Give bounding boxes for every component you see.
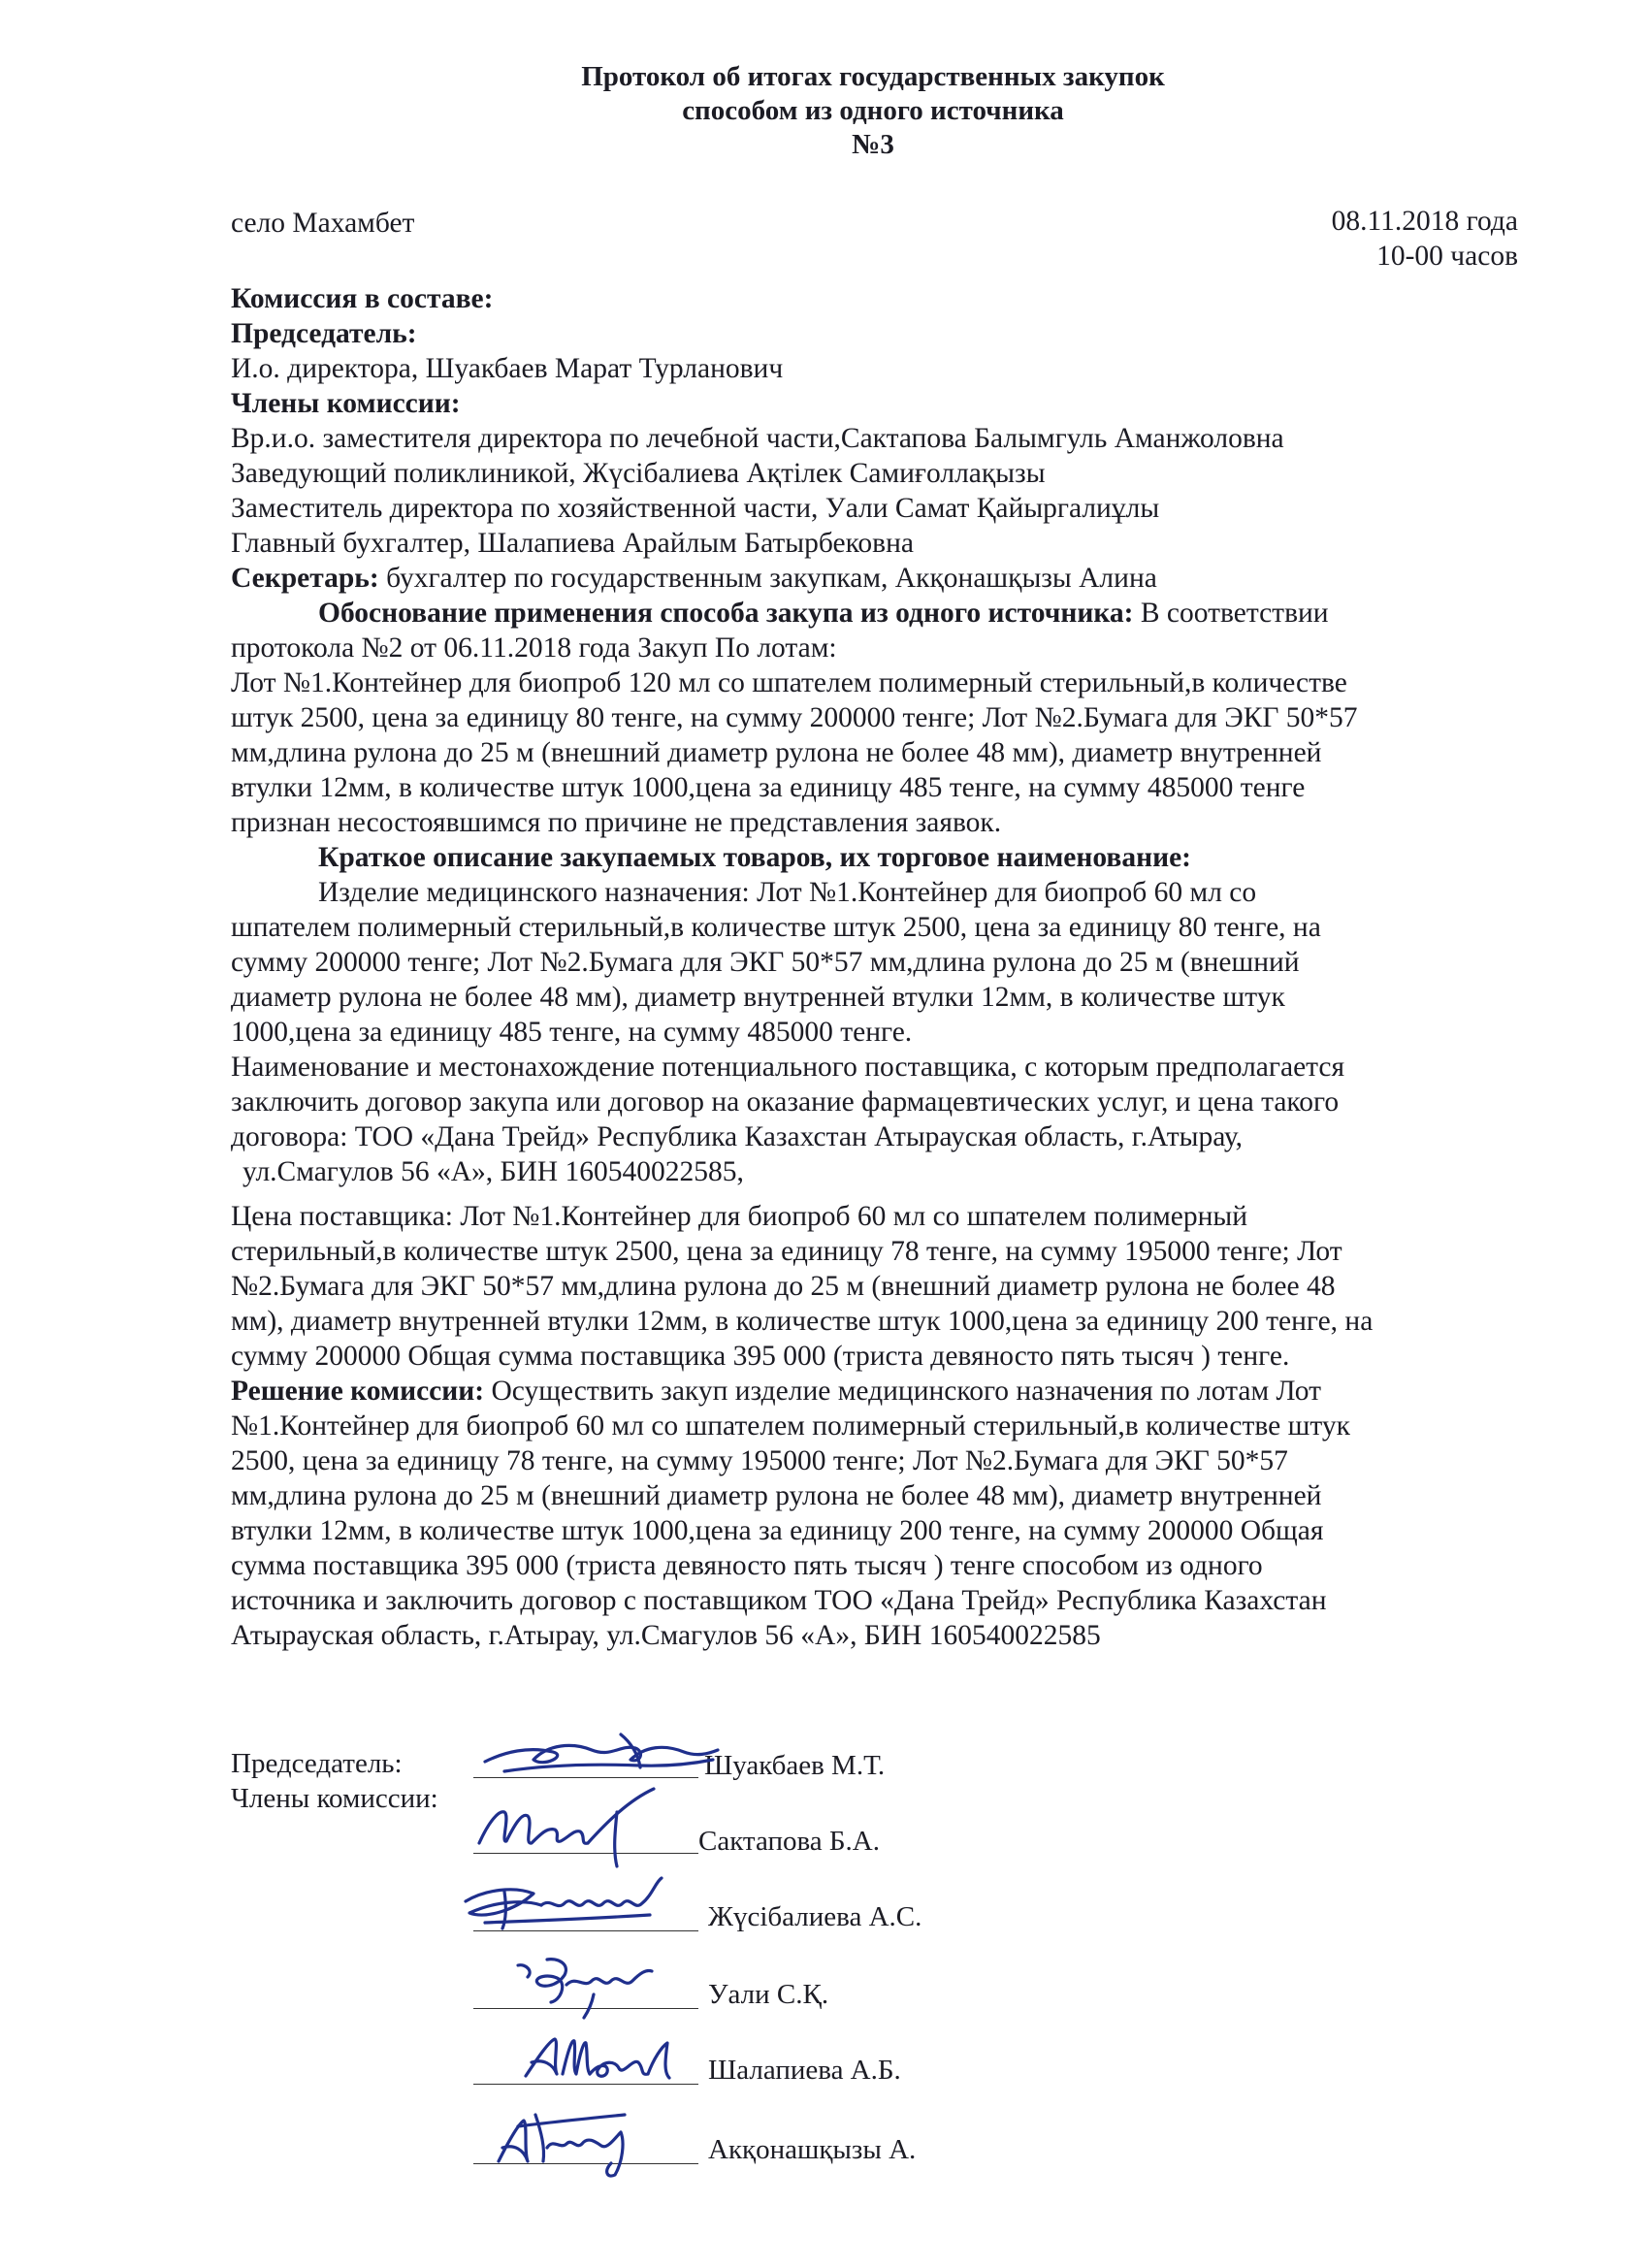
signature-shalapieva-icon <box>518 2029 702 2097</box>
description-line-3: диаметр рулона не более 48 мм), диаметр внутренней втулки 12мм, в количестве штук <box>231 982 1285 1013</box>
chair-label: Председатель: <box>231 318 417 349</box>
description-line-1: шпателем полимерный стерильный,в количестве штук 2500, цена за единицу 80 тенге, на <box>231 912 1321 943</box>
supplier-line-1: заключить договор закупа или договор на оказание фармацевтических услуг, и цена такого <box>231 1086 1340 1118</box>
signature-akkonashkyzy-icon <box>479 2103 673 2181</box>
signature-name-3: Жүсібалиева А.С. <box>708 1901 922 1932</box>
description-line-0: Изделие медицинского назначения: Лот №1.Контейнер для биопроб 60 мл со <box>318 877 1257 908</box>
justification-line-1: протокола №2 от 06.11.2018 года Закуп По лотам: <box>231 632 837 664</box>
decision-heading: Решение комиссии: <box>231 1376 485 1407</box>
justification-line-6: признан несостоявшимся по причине не представления заявок. <box>231 807 1002 838</box>
description-heading: Краткое описание закупаемых товаров, их торговое наименование: <box>318 842 1191 873</box>
price-line-3: мм), диаметр внутренней втулки 12мм, в количестве штук 1000,цена за единицу 200 тенге, на <box>231 1306 1374 1337</box>
date: 08.11.2018 года <box>1331 206 1518 237</box>
justification-first-line <box>318 596 1329 631</box>
justification-line-4: мм,длина рулона до 25 м (внешний диаметр рулона не более 48 мм), диаметр внутренней <box>231 737 1322 768</box>
signature-name-2: Сактапова Б.А. <box>698 1826 880 1857</box>
justification-heading: Обоснование применения способа закупа из одного источника: <box>318 598 1134 629</box>
decision-line-4: втулки 12мм, в количестве штук 1000,цена за единицу 200 тенге, на сумму 200000 Общая <box>231 1515 1324 1546</box>
place: село Махамбет <box>231 208 415 239</box>
decision-line-0: Осуществить закуп изделие медицинского назначения по лотам Лот <box>484 1376 1322 1407</box>
document-number: №3 <box>852 129 894 160</box>
price-line-1: стерильный,в количестве штук 2500, цена за единицу 78 тенге, на сумму 195000 тенге; Лот <box>231 1236 1342 1267</box>
member-3: Заместитель директора по хозяйственной части, Уали Самат Қайыргалиұлы <box>231 493 1160 524</box>
commission-heading: Комиссия в составе: <box>231 283 494 314</box>
justification-line-2: Лот №1.Контейнер для биопроб 120 мл со шпателем полимерный стерильный,в количестве <box>231 667 1347 698</box>
justification-line-5: втулки 12мм, в количестве штук 1000,цена за единицу 485 тенге, на сумму 485000 тенге <box>231 772 1306 803</box>
signature-name-5: Шалапиева А.Б. <box>708 2055 901 2086</box>
member-1: Вр.и.о. заместителя директора по лечебной части,Сактапова Балымгуль Аманжоловна <box>231 423 1284 454</box>
chair: И.о. директора, Шуакбаев Марат Турланович <box>231 353 784 384</box>
secretary-text: бухгалтер по государственным закупкам, Акқонашқызы Алина <box>378 563 1157 594</box>
description-line-2: сумму 200000 тенге; Лот №2.Бумага для ЭКГ 50*57 мм,длина рулона до 25 м (внешний <box>231 947 1300 978</box>
signature-chair-label: Председатель: <box>231 1748 403 1779</box>
price-line-0: Цена поставщика: Лот №1.Контейнер для биопроб 60 мл со шпателем полимерный <box>231 1201 1248 1232</box>
price-line-4: сумму 200000 Общая сумма поставщика 395 000 (триста девяносто пять тысяч ) тенге. <box>231 1341 1290 1372</box>
price-line-2: №2.Бумага для ЭКГ 50*57 мм,длина рулона до 25 м (внешний диаметр рулона не более 48 <box>231 1271 1336 1302</box>
signature-name-1: Шуакбаев М.Т. <box>704 1750 886 1781</box>
decision-line-7: Атырауская область, г.Атырау, ул.Смагулов 56 «А», БИН 160540022585 <box>231 1620 1101 1651</box>
justification-line-0: В соответствии <box>1133 598 1329 629</box>
signature-members-label: Члены комиссии: <box>231 1783 438 1814</box>
supplier-line-0: Наименование и местонахождение потенциального поставщика, с которым предполагается <box>231 1052 1345 1083</box>
supplier-line-2: договора: ТОО «Дана Трейд» Республика Казахстан Атырауская область, г.Атырау, <box>231 1121 1244 1152</box>
decision-line-1: №1.Контейнер для биопроб 60 мл со шпателем полимерный стерильный,в количестве штук <box>231 1410 1350 1442</box>
signature-uali-icon <box>499 1946 693 2024</box>
decision-first-line <box>231 1374 1321 1409</box>
document-title-line2: способом из одного источника <box>682 95 1064 126</box>
secretary <box>231 561 1157 596</box>
decision-line-5: сумма поставщика 395 000 (триста девяносто пять тысяч ) тенге способом из одного <box>231 1550 1263 1581</box>
signature-name-4: Уали С.Қ. <box>708 1979 829 2010</box>
document-title-line1: Протокол об итогах государственных закупок <box>581 61 1165 92</box>
decision-line-3: мм,длина рулона до 25 м (внешний диаметр рулона не более 48 мм), диаметр внутренней <box>231 1480 1322 1511</box>
signature-name-6: Акқонашқызы А. <box>708 2134 917 2165</box>
signature-zhusibalieva-icon <box>446 1872 698 1940</box>
secretary-label: Секретарь: <box>231 563 379 594</box>
supplier-line-3: ул.Смагулов 56 «А», БИН 160540022585, <box>242 1156 744 1187</box>
decision-line-2: 2500, цена за единицу 78 тенге, на сумму 195000 тенге; Лот №2.Бумага для ЭКГ 50*57 <box>231 1445 1288 1476</box>
member-2: Заведующий поликлиникой, Жүсібалиева Ақтілек Самиғоллақызы <box>231 458 1046 489</box>
members-label: Члены комиссии: <box>231 388 461 419</box>
time: 10-00 часов <box>1376 241 1518 272</box>
decision-line-6: источника и заключить договор с поставщиком ТОО «Дана Трейд» Республика Казахстан <box>231 1585 1327 1616</box>
description-line-4: 1000,цена за единицу 485 тенге, на сумму 485000 тенге. <box>231 1017 913 1048</box>
member-4: Главный бухгалтер, Шалапиева Арайлым Батырбековна <box>231 528 914 559</box>
signature-saktapova-icon <box>471 1783 704 1870</box>
justification-line-3: штук 2500, цена за единицу 80 тенге, на сумму 200000 тенге; Лот №2.Бумага для ЭКГ 50*57 <box>231 702 1358 733</box>
